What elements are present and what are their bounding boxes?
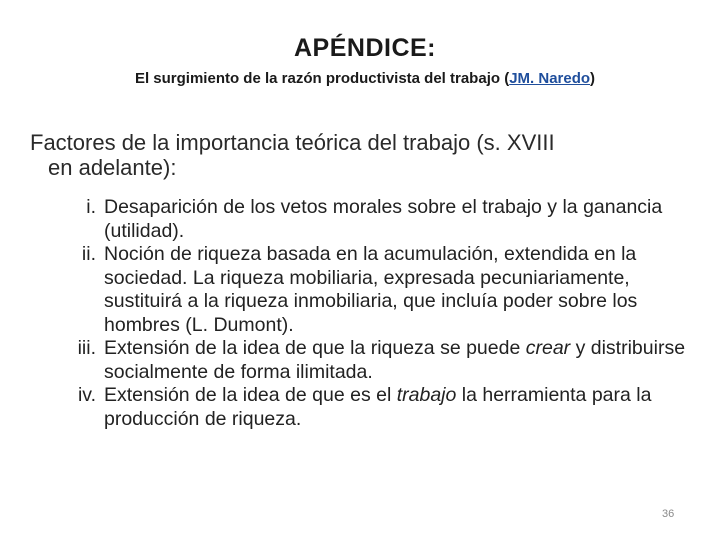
heading-line-2: en adelante): <box>48 155 177 180</box>
slide-subtitle <box>0 70 720 87</box>
list-item <box>44 243 694 337</box>
list-item-number: i. <box>86 196 96 218</box>
list-item-text: Noción de riqueza basada en la acumulación, extendida en la sociedad. La riqueza mobiliaria, expresada pecuniariamente, sustituirá a la riqueza inmobiliaria, que incluía poder sobre los hombres (L. Dumont). <box>104 243 638 336</box>
heading-line-1: Factores de la importancia teórica del trabajo (s. XVIII <box>30 130 555 155</box>
list-item-number: ii. <box>81 243 96 265</box>
list-item-text: Desaparición de los vetos morales sobre el trabajo y la ganancia (utilidad). <box>104 196 663 242</box>
emphasis-word: crear <box>525 337 571 359</box>
page-number: 36 <box>662 508 675 520</box>
factor-list <box>44 196 694 431</box>
list-item-number: iv. <box>77 384 96 406</box>
list-item-text-end: y distribuirse socialmente de forma ilimitada. <box>104 337 686 383</box>
list-item-text <box>104 337 685 383</box>
author-link[interactable]: JM. Naredo <box>509 70 591 87</box>
list-item <box>44 337 694 384</box>
section-heading <box>30 130 700 180</box>
emphasis-word: trabajo <box>396 384 457 406</box>
list-item-text-start: Extensión de la idea de que es el <box>104 384 397 406</box>
list-item-number: iii. <box>77 337 96 359</box>
subtitle-text: El surgimiento de la razón productivista del trabajo ( <box>134 70 510 87</box>
list-item-text-end: la herramienta para la producción de riqueza. <box>104 384 652 430</box>
list-item <box>44 196 694 243</box>
list-item-text-start: Extensión de la idea de que la riqueza se puede <box>104 337 526 359</box>
list-item <box>44 384 694 431</box>
slide-title: APÉNDICE: <box>293 34 436 62</box>
subtitle-close: ) <box>590 70 596 87</box>
list-item-text <box>104 384 651 430</box>
